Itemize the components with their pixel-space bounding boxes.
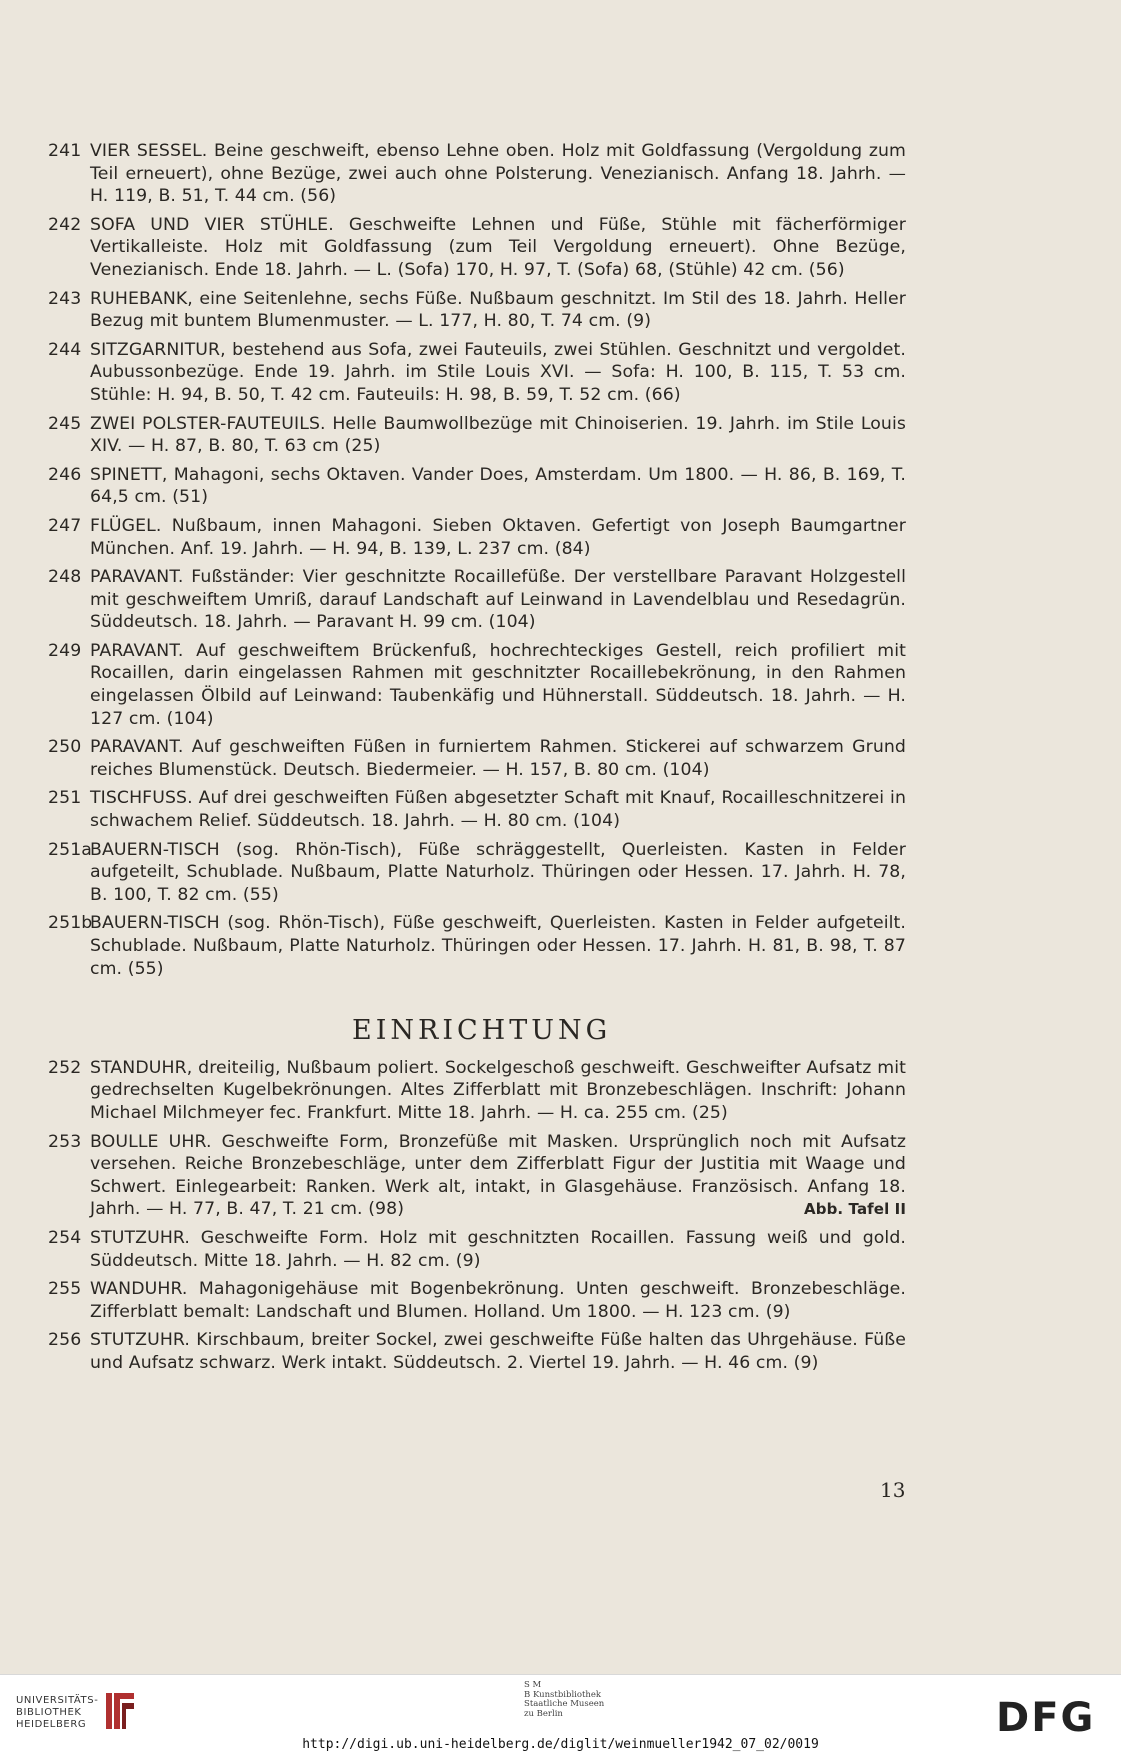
catalog-entry bbox=[48, 1057, 906, 1125]
entry-text: VIER SESSEL. Beine geschweift, ebenso Lehne oben. Holz mit Goldfassung (Vergoldung zum Teil erneuert), ohne Bezüge, zwei auch ohne Polsterung. Venezianisch. Anfang 18. Jahrh. — H. 119, B. 51, T. 44 cm. (56) bbox=[90, 141, 906, 207]
entry-number: 253 bbox=[48, 1131, 82, 1152]
entry-text: SOFA UND VIER STÜHLE. Geschweifte Lehnen und Füße, Stühle mit fächerförmiger Vertikalleiste. Holz mit Goldfassung (zum Teil Vergoldung erneuert). Ohne Bezüge, Venezianisch. Ende 18. Jahrh. — L. (Sofa) 170, H. 97, T. (Sofa) 68, (Stühle) 42 cm. (56) bbox=[90, 214, 906, 280]
footer-bar bbox=[0, 1674, 1121, 1755]
library-name-line: BIBLIOTHEK bbox=[16, 1707, 82, 1718]
entry-number: 251b bbox=[48, 913, 93, 934]
entry-text: RUHEBANK, eine Seitenlehne, sechs Füße. Nußbaum geschnitzt. Im Stil des 18. Jahrh. Heller Bezug mit buntem Blumenmuster. — L. 177, H. 80, T. 74 cm. (9) bbox=[90, 288, 906, 332]
plate-reference: Abb. Tafel II bbox=[804, 1200, 906, 1219]
catalog-entry bbox=[48, 413, 906, 458]
entry-text: STUTZUHR. Geschweifte Form. Holz mit geschnitzten Rocaillen. Fassung weiß und gold. Süddeutsch. Mitte 18. Jahrh. — H. 82 cm. (9) bbox=[90, 1227, 906, 1271]
catalog-entry bbox=[48, 339, 906, 407]
catalog-entry bbox=[48, 1278, 906, 1323]
library-name-line: UNIVERSITÄTS- bbox=[16, 1695, 99, 1706]
entry-text: WANDUHR. Mahagonigehäuse mit Bogenbekrönung. Unten geschweift. Bronzebeschläge. Zifferblatt bemalt: Landschaft und Blumen. Holland. Um 1800. — H. 123 cm. (9) bbox=[90, 1279, 906, 1322]
entry-text: STANDUHR, dreiteilig, Nußbaum poliert. Sockelgeschoß geschweift. Geschweifter Aufsatz mit gedrechselten Kugelbekrönungen. Altes Zifferblatt mit Bronzebeschlägen. Inschrift: Johann Michael Milchmeyer fec. Frankfurt. Mitte 18. Jahrh. — H. ca. 255 cm. (25) bbox=[90, 1057, 906, 1123]
catalog-entry bbox=[48, 288, 906, 333]
catalog-entry bbox=[48, 566, 906, 634]
entry-text: FLÜGEL. Nußbaum, innen Mahagoni. Sieben Oktaven. Gefertigt von Joseph Baumgartner München. Anf. 19. Jahrh. — H. 94, B. 139, L. 237 cm. (84) bbox=[90, 515, 906, 559]
entry-text: PARAVANT. Auf geschweiften Füßen in furniertem Rahmen. Stickerei auf schwarzem Grund reiches Blumenstück. Deutsch. Biedermeier. — H. 157, B. 80 cm. (104) bbox=[90, 737, 906, 780]
catalog-entry bbox=[48, 140, 906, 208]
entry-number: 243 bbox=[48, 288, 82, 309]
entry-text: ZWEI POLSTER-FAUTEUILS. Helle Baumwollbezüge mit Chinoiserien. 19. Jahrh. im Stile Louis XIV. — H. 87, B. 80, T. 63 cm (25) bbox=[90, 413, 906, 457]
library-logo[interactable] bbox=[16, 1695, 98, 1731]
library-emblem-icon bbox=[104, 1689, 138, 1733]
entry-number: 252 bbox=[48, 1057, 82, 1078]
section-title: EINRICHTUNG bbox=[352, 1015, 612, 1047]
entry-number: 241 bbox=[48, 141, 82, 161]
catalog-entry bbox=[48, 515, 906, 560]
entry-text: SITZGARNITUR, bestehend aus Sofa, zwei Fauteuils, zwei Stühlen. Geschnitzt und vergoldet. Aubussonbezüge. Ende 19. Jahrh. im Stile Louis XVI. — Sofa: H. 100, B. 115, T. 53 cm. Stühle: H. 94, B. 50, T. 42 cm. Fauteuils: H. 98, B. 59, T. 52 cm. (66) bbox=[90, 339, 906, 405]
catalog-entry bbox=[48, 1131, 906, 1221]
entry-number: 256 bbox=[48, 1330, 82, 1351]
stamp-line: zu Berlin bbox=[524, 1708, 563, 1719]
catalog-entry bbox=[48, 640, 906, 730]
catalog-entry bbox=[48, 912, 906, 980]
entry-number: 249 bbox=[48, 640, 82, 661]
entry-number: 250 bbox=[48, 737, 82, 758]
stamp-line: B Kunstbibliothek bbox=[524, 1689, 602, 1700]
entry-text: SPINETT, Mahagoni, sechs Oktaven. Vander Does, Amsterdam. Um 1800. — H. 86, B. 169, T. 64,5 cm. (51) bbox=[90, 464, 906, 508]
entry-number: 246 bbox=[48, 464, 82, 485]
catalog-entry bbox=[48, 787, 906, 832]
catalog-entry bbox=[48, 1227, 906, 1272]
dfg-logo[interactable]: DFG bbox=[996, 1695, 1096, 1741]
page-number: 13 bbox=[880, 1478, 906, 1502]
library-name-line: HEIDELBERG bbox=[16, 1719, 87, 1730]
catalog-entry bbox=[48, 736, 906, 781]
catalog-entry bbox=[48, 464, 906, 509]
entry-number: 244 bbox=[48, 339, 82, 360]
entry-number: 242 bbox=[48, 214, 82, 235]
entry-number: 254 bbox=[48, 1227, 82, 1248]
stamp-line: S M bbox=[524, 1680, 542, 1690]
entry-number: 248 bbox=[48, 567, 82, 588]
page-url-link[interactable]: http://digi.ub.uni-heidelberg.de/diglit/weinmueller1942_07_02/0019 bbox=[302, 1737, 819, 1752]
entry-text: PARAVANT. Fußständer: Vier geschnitzte Rocaillefüße. Der verstellbare Paravant Holzgestell mit geschweiftem Umriß, darauf Landschaft auf Leinwand in Lavendelblau und Resedagrün. Süddeutsch. 18. Jahrh. — Paravant H. 99 cm. (104) bbox=[90, 567, 906, 633]
entry-number: 247 bbox=[48, 515, 82, 536]
entry-text: PARAVANT. Auf geschweiftem Brückenfuß, hochrechteckiges Gestell, reich profiliert mit Rocaillen, darin eingelassen Rahmen mit geschnitzter Rocaillebekrönung, in den Rahmen eingelassen Ölbild auf Leinwand: Taubenkäfig und Hühnerstall. Süddeutsch. 18. Jahrh. — H. 127 cm. (104) bbox=[90, 640, 906, 729]
catalog-content bbox=[48, 140, 906, 1381]
entry-number: 251a bbox=[48, 839, 92, 860]
catalog-entry bbox=[48, 214, 906, 282]
entry-text: TISCHFUSS. Auf drei geschweiften Füßen abgesetzter Schaft mit Knauf, Rocailleschnitzerei in schwachem Relief. Süddeutsch. 18. Jahrh. — H. 80 cm. (104) bbox=[90, 788, 906, 832]
museum-stamp bbox=[524, 1681, 604, 1719]
entry-number: 255 bbox=[48, 1279, 82, 1300]
entry-text: STUTZUHR. Kirschbaum, breiter Sockel, zwei geschweifte Füße halten das Uhrgehäuse. Füße und Aufsatz schwarz. Werk intakt. Süddeutsch. 2. Viertel 19. Jahrh. — H. 46 cm. (9) bbox=[90, 1330, 906, 1373]
catalog-entry bbox=[48, 1329, 906, 1374]
entry-number: 251 bbox=[48, 788, 82, 809]
entry-text: BAUERN-TISCH (sog. Rhön-Tisch), Füße geschweift, Querleisten. Kasten in Felder aufgeteilt. Schublade. Nußbaum, Platte Naturholz. Thüringen oder Hessen. 17. Jahrh. H. 81, B. 98, T. 87 cm. (55) bbox=[90, 913, 906, 979]
entry-text bbox=[90, 1131, 906, 1221]
stamp-line: Staatliche Museen bbox=[524, 1699, 605, 1709]
entry-text: BAUERN-TISCH (sog. Rhön-Tisch), Füße schräggestellt, Querleisten. Kasten in Felder aufgeteilt, Schublade. Nußbaum, Platte Naturholz. Thüringen oder Hessen. 17. Jahrh. H. 78, B. 100, T. 82 cm. (55) bbox=[90, 839, 906, 905]
entry-text-body: BOULLE UHR. Geschweifte Form, Bronzefüße mit Masken. Ursprünglich noch mit Aufsatz versehen. Reiche Bronzebeschläge, unter dem Zifferblatt Figur der Justitia mit Waage und Schwert. Einlegearbeit: Ranken. Werk alt, intakt, in Glasgehäuse. Französisch. Anfang 18. Jahrh. — H. 77, B. 47, T. 21 cm. (98) bbox=[90, 1131, 906, 1220]
catalog-entry bbox=[48, 839, 906, 907]
entry-number: 245 bbox=[48, 413, 82, 434]
